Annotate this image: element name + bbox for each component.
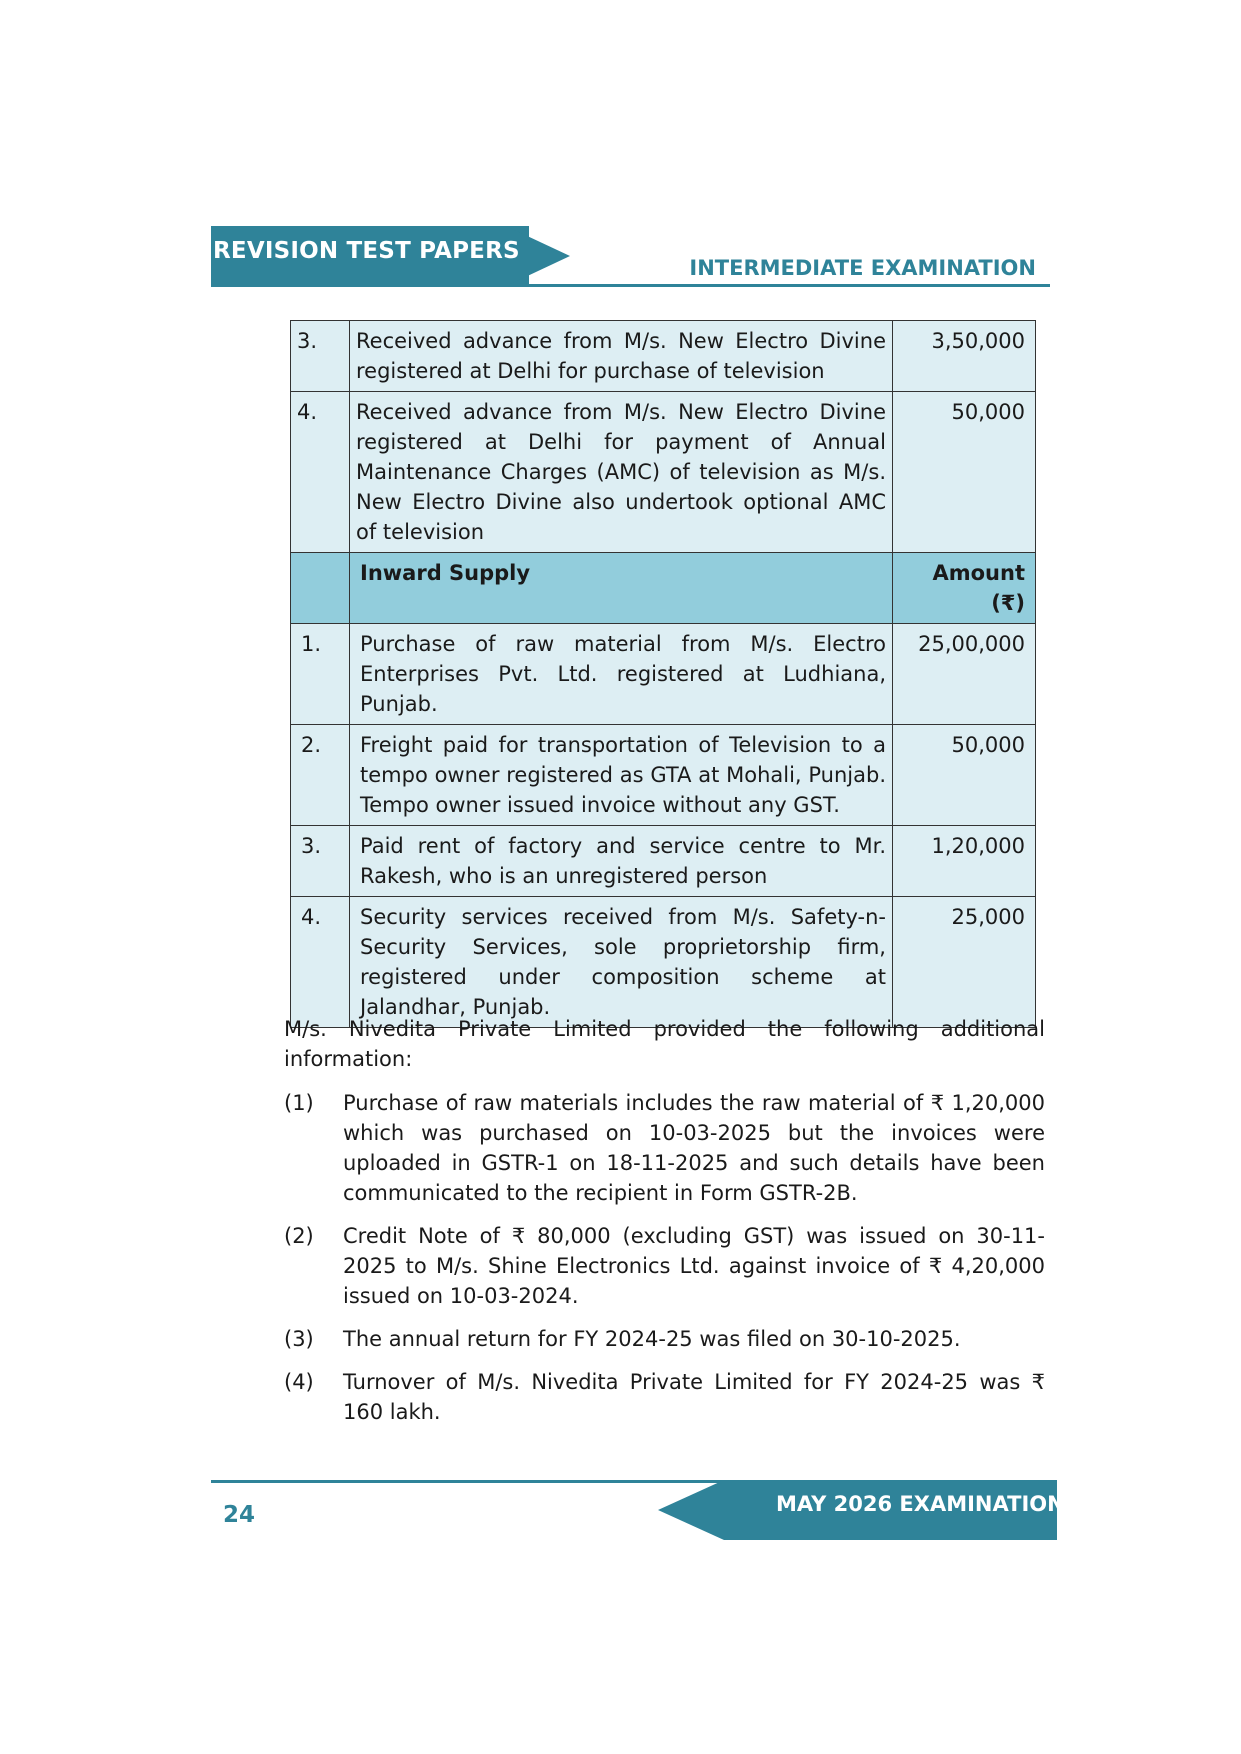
- row-description: Received advance from M/s. New Electro Divine registered at Delhi for payment of Annual Maintenance Charges (AMC) of television as M/s. New Electro Divine also undertook optional AMC of television: [350, 392, 893, 553]
- row-number: 3.: [291, 826, 350, 897]
- list-marker: (1): [284, 1091, 314, 1115]
- row-amount: 50,000: [893, 392, 1036, 553]
- list-item: [284, 1324, 1045, 1354]
- page-number: 24: [223, 1502, 256, 1528]
- exam-title: INTERMEDIATE EXAMINATION: [689, 256, 1036, 280]
- row-number: 1.: [291, 624, 350, 725]
- list-item: [284, 1088, 1045, 1208]
- list-marker: (2): [284, 1224, 314, 1248]
- table-row: [291, 826, 1036, 897]
- header-divider: [211, 284, 1050, 287]
- supply-table: [290, 320, 1036, 1028]
- list-item: [284, 1221, 1045, 1311]
- row-number: 2.: [291, 725, 350, 826]
- row-amount: 25,000: [893, 897, 1036, 1028]
- list-marker: (3): [284, 1327, 314, 1351]
- header-empty-cell: [291, 553, 350, 624]
- table-row: [291, 321, 1036, 392]
- list-item: [284, 1367, 1045, 1427]
- row-description: Freight paid for transportation of Television to a tempo owner registered as GTA at Mohali, Punjab. Tempo owner issued invoice without any GST.: [350, 725, 893, 826]
- amount-heading: [893, 553, 1036, 624]
- row-amount: 3,50,000: [893, 321, 1036, 392]
- table-row: [291, 624, 1036, 725]
- inward-supply-heading: Inward Supply: [350, 553, 893, 624]
- footer-divider: [211, 1480, 731, 1483]
- row-amount: 1,20,000: [893, 826, 1036, 897]
- list-text: Turnover of M/s. Nivedita Private Limited for FY 2024-25 was ₹ 160 lakh.: [343, 1370, 1045, 1424]
- row-description: Paid rent of factory and service centre to Mr. Rakesh, who is an unregistered person: [350, 826, 893, 897]
- row-number: 3.: [291, 321, 350, 392]
- footer-arrow-shape: [658, 1480, 724, 1540]
- table-row: [291, 897, 1036, 1028]
- row-description: Security services received from M/s. Safety-n-Security Services, sole proprietorship firm, registered under composition scheme at Jalandhar, Punjab.: [350, 897, 893, 1028]
- row-number: 4.: [291, 897, 350, 1028]
- row-description: Received advance from M/s. New Electro Divine registered at Delhi for purchase of television: [350, 321, 893, 392]
- row-description: Purchase of raw material from M/s. Electro Enterprises Pvt. Ltd. registered at Ludhiana, Punjab.: [350, 624, 893, 725]
- list-text: The annual return for FY 2024-25 was filed on 30-10-2025.: [343, 1327, 961, 1351]
- footer-exam-label: MAY 2026 EXAMINATION: [776, 1492, 1065, 1516]
- row-amount: 25,00,000: [893, 624, 1036, 725]
- additional-info-intro: M/s. Nivedita Private Limited provided the following additional information:: [284, 1017, 1045, 1071]
- row-number: 4.: [291, 392, 350, 553]
- table-row: [291, 392, 1036, 553]
- table-row: [291, 725, 1036, 826]
- currency-label: (₹): [991, 591, 1025, 615]
- header-title: REVISION TEST PAPERS: [213, 238, 520, 264]
- list-text: Credit Note of ₹ 80,000 (excluding GST) was issued on 30-11-2025 to M/s. Shine Electronics Ltd. against invoice of ₹ 4,20,000 issued on 10-03-2024.: [343, 1224, 1045, 1308]
- additional-info-list: [284, 1088, 1045, 1440]
- inward-supply-header-row: [291, 553, 1036, 624]
- list-text: Purchase of raw materials includes the raw material of ₹ 1,20,000 which was purchased on 10-03-2025 but the invoices were uploaded in GSTR-1 on 18-11-2025 and such details have been communicated to the recipient in Form GSTR-2B.: [343, 1091, 1045, 1205]
- list-marker: (4): [284, 1370, 314, 1394]
- amount-label: Amount: [932, 561, 1025, 585]
- row-amount: 50,000: [893, 725, 1036, 826]
